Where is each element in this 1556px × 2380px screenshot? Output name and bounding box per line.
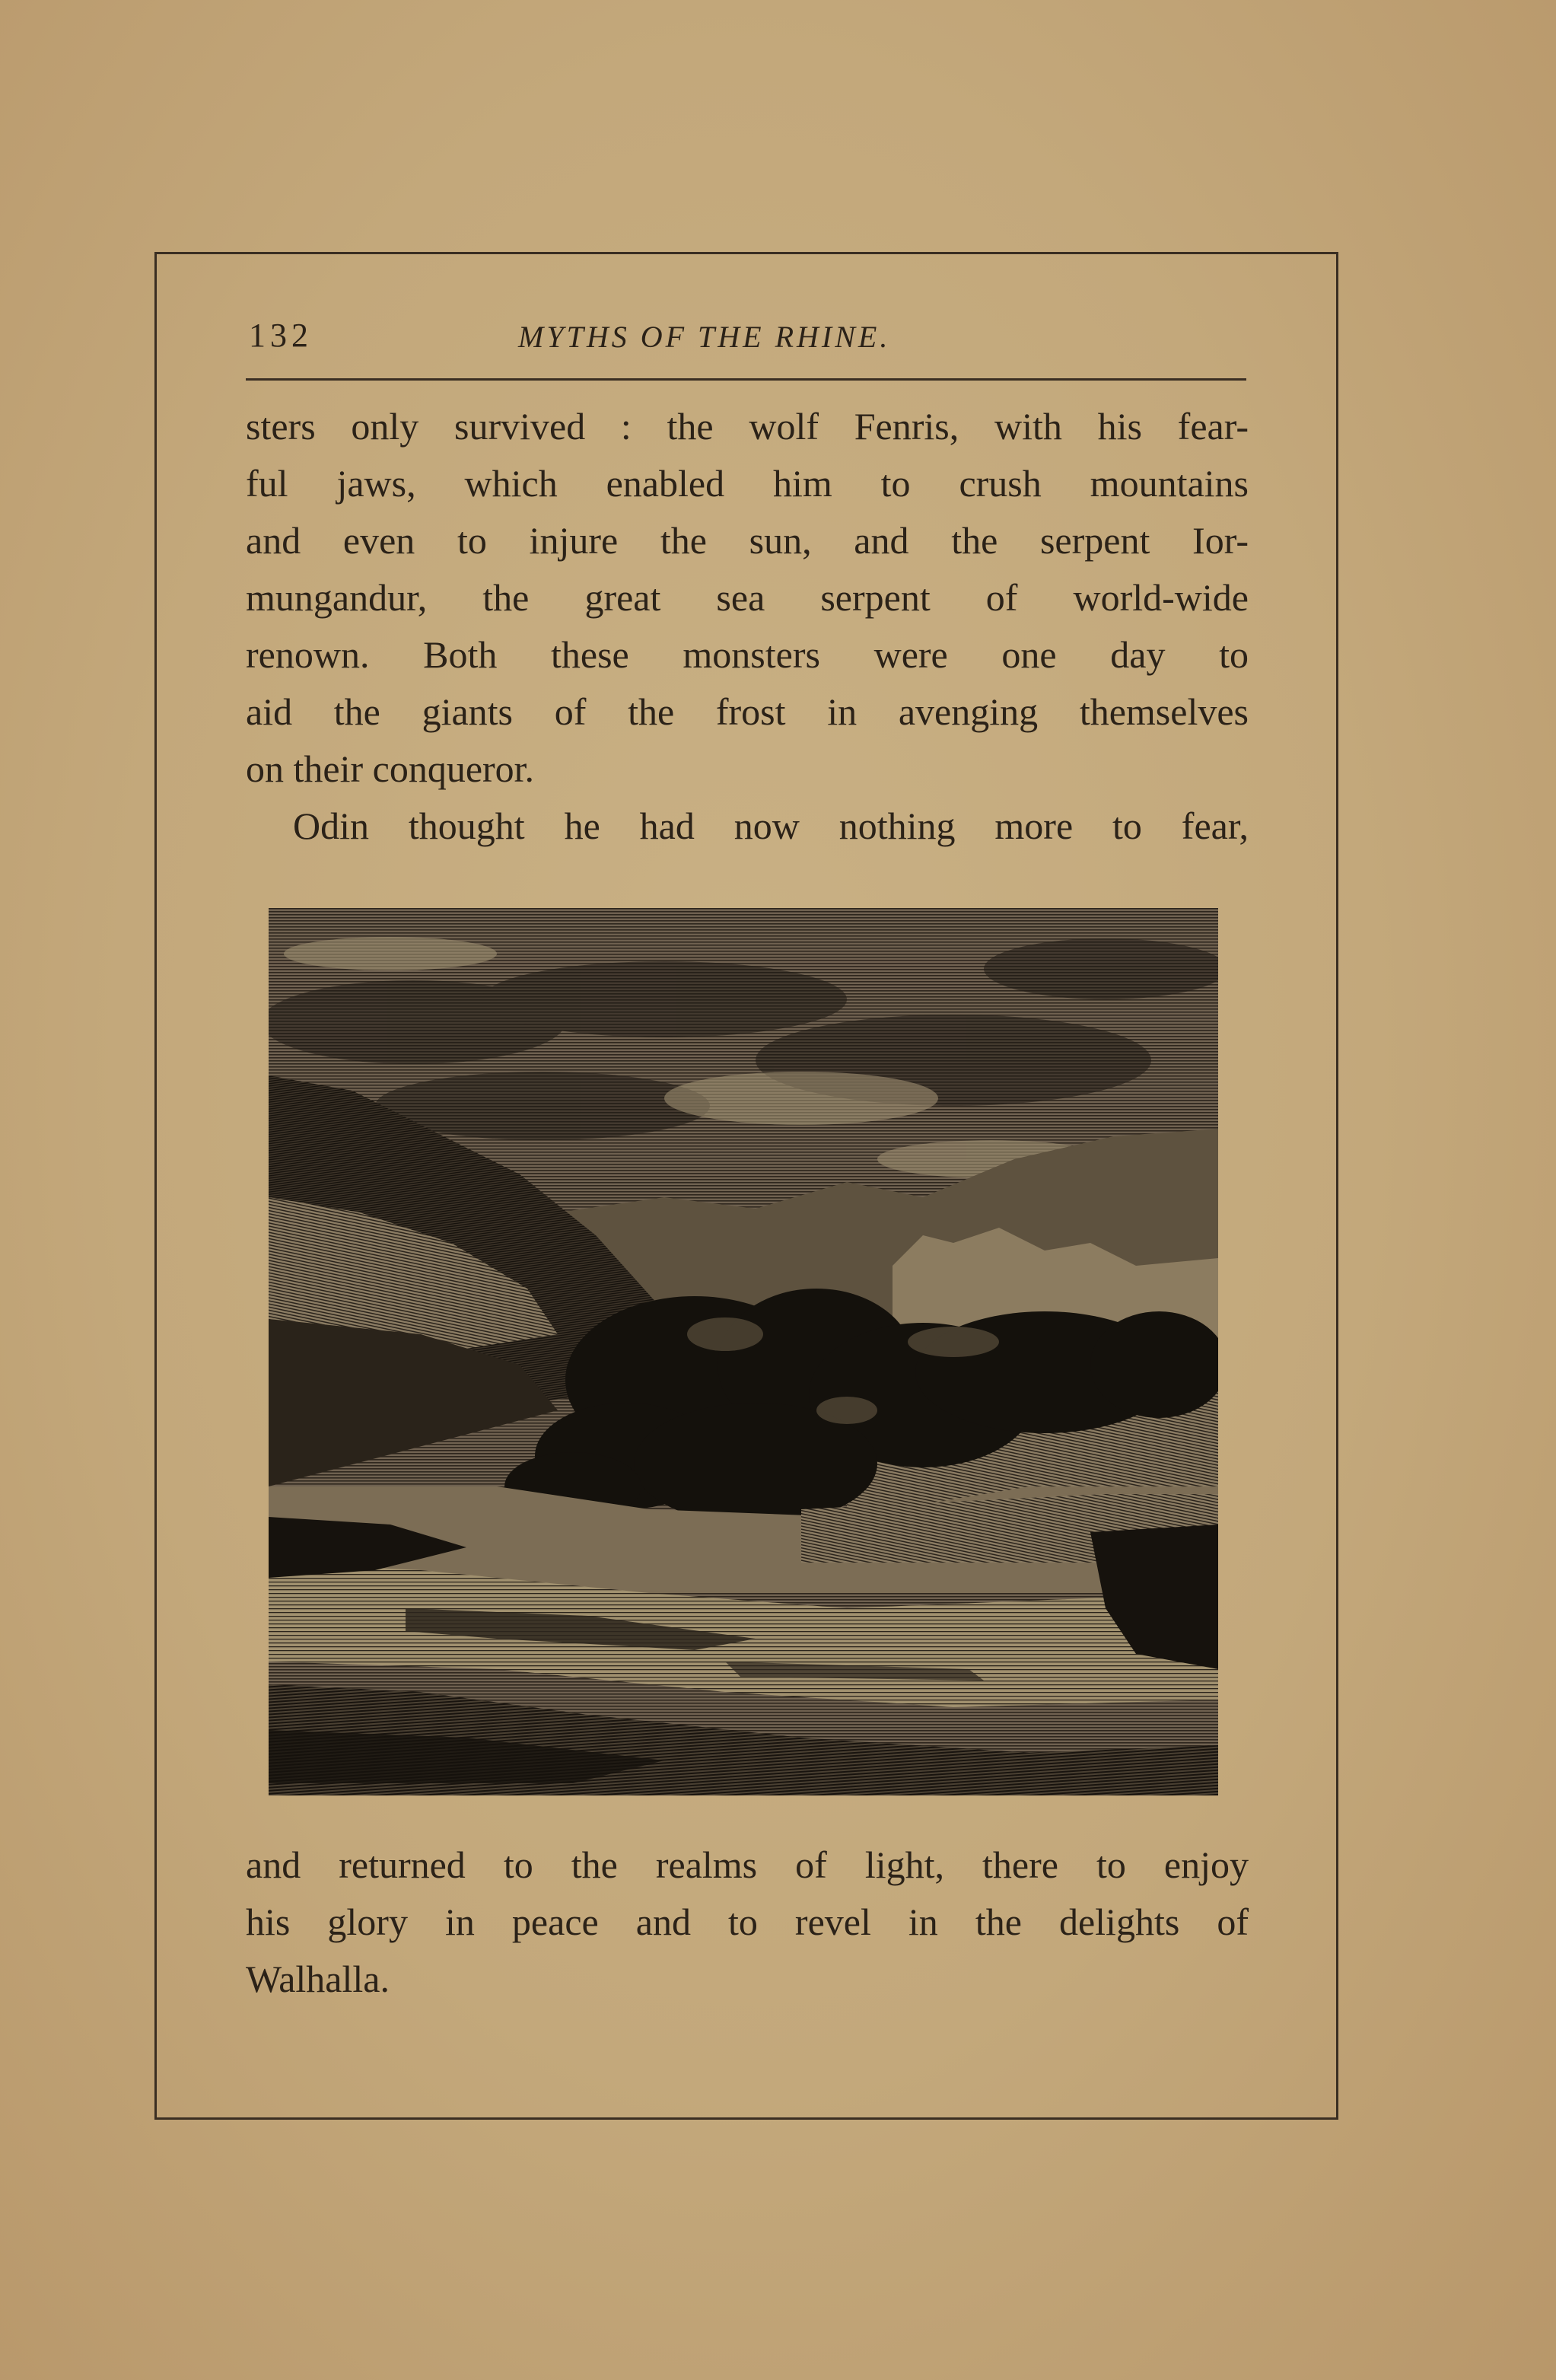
text-line: and returned to the realms of light, there to enjoy xyxy=(246,1843,1249,1886)
text-line: ful jaws, which enabled him to crush mountains xyxy=(246,462,1249,505)
text-line: mungandur, the great sea serpent of world-wide xyxy=(246,576,1249,619)
text-line: and even to injure the sun, and the serpent Ior- xyxy=(246,519,1249,562)
text-line: sters only survived : the wolf Fenris, with his fear- xyxy=(246,405,1249,448)
body-text-top xyxy=(246,398,1249,855)
header-rule xyxy=(246,378,1246,381)
body-text-bottom xyxy=(246,1837,1249,2008)
page-number: 132 xyxy=(249,317,313,354)
landscape-engraving xyxy=(269,908,1218,1795)
running-title: MYTHS OF THE RHINE. xyxy=(518,320,891,354)
text-line: renown. Both these monsters were one day to xyxy=(246,633,1249,676)
text-line: on their conqueror. xyxy=(246,747,535,790)
text-line: aid the giants of the frost in avenging themselves xyxy=(246,690,1249,733)
text-line: his glory in peace and to revel in the delights of xyxy=(246,1900,1249,1943)
text-line: Walhalla. xyxy=(246,1958,390,2000)
running-header xyxy=(246,308,1246,377)
text-line: Odin thought he had now nothing more to fear, xyxy=(293,804,1249,847)
